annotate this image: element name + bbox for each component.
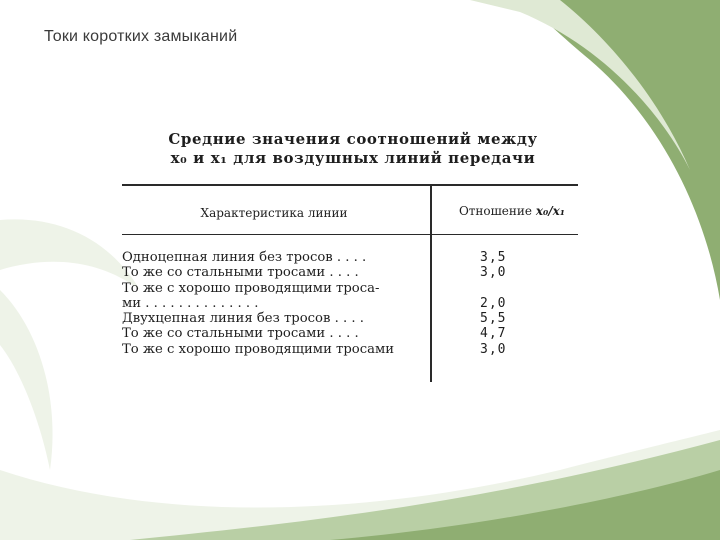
table-row <box>122 281 588 296</box>
table-row <box>122 250 588 265</box>
row-name: То же со стальными тросами . . . . <box>122 326 359 342</box>
header-rule <box>122 234 578 235</box>
table-row <box>122 326 588 341</box>
header-ratio-formula: x₀/x₁ <box>535 204 566 218</box>
header-ratio-label: Отношение <box>458 204 533 218</box>
table-caption <box>118 130 588 168</box>
table-row <box>122 296 588 311</box>
caption-line-2: x₀ и x₁ для воздушных линий передачи <box>170 149 536 167</box>
row-value: 3,0 <box>480 265 507 281</box>
header-ratio <box>436 204 588 218</box>
left-swirl-2 <box>0 290 53 470</box>
ratio-table <box>118 130 588 357</box>
table-row <box>122 342 588 357</box>
caption-line-1: Средние значения соотношений между <box>168 130 538 148</box>
row-value: 5,5 <box>480 311 507 327</box>
slide-title: Токи коротких замыканий <box>44 28 238 45</box>
row-name: Одноцепная линия без тросов . . . . <box>122 250 367 265</box>
table-row <box>122 311 588 326</box>
row-name: То же с хорошо проводящими тросами <box>122 341 395 357</box>
row-name: Двухцепная линия без тросов . . . . <box>122 311 364 327</box>
row-value: 3,0 <box>480 341 507 357</box>
row-name: То же со стальными тросами . . . . <box>122 265 359 281</box>
row-name: То же с хорошо проводящими троса- <box>122 280 380 296</box>
table-row <box>122 265 588 280</box>
row-value: 4,7 <box>480 326 507 342</box>
row-value: 3,5 <box>480 250 507 265</box>
row-name: ми . . . . . . . . . . . . . . <box>122 295 259 311</box>
top-rule <box>122 184 578 186</box>
row-value: 2,0 <box>480 295 507 311</box>
header-characteristic: Характеристика линии <box>200 206 348 220</box>
table-body <box>122 250 588 357</box>
left-swirl <box>0 219 140 290</box>
